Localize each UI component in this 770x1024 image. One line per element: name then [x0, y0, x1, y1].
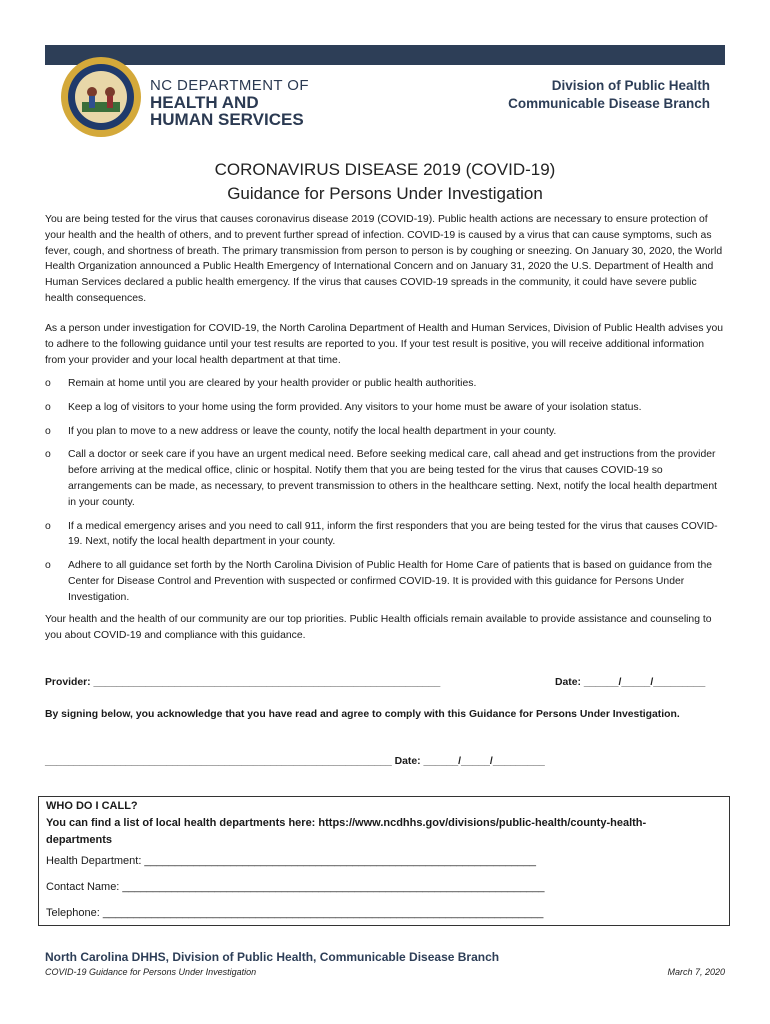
bullet-icon: o — [45, 560, 51, 572]
list-item-text: Keep a log of visitors to your home using the form provided. Any visitors to your home must be aware of your isolation status. — [68, 401, 642, 413]
dept-logo-text — [150, 78, 309, 128]
document-subtitle: Guidance for Persons Under Investigation — [227, 184, 543, 203]
bullet-icon: o — [45, 425, 51, 437]
footer-doc-title: COVID-19 Guidance for Persons Under Investigation — [45, 967, 257, 977]
bullet-icon: o — [45, 378, 51, 389]
box-heading: WHO DO I CALL? — [46, 800, 138, 812]
patient-signature-field[interactable]: ____________________________________________________________ Date: ______/_____/_________ — [45, 756, 545, 767]
who-do-i-call-box — [38, 796, 730, 926]
footer-date: March 7, 2020 — [667, 967, 725, 977]
division-header — [508, 77, 710, 113]
guidance-list — [45, 376, 725, 614]
health-dept-link-line[interactable]: You can find a list of local health departments here: https://www.ncdhhs.gov/divisions/public-health/county-health- — [46, 817, 647, 829]
provider-date-field[interactable]: Date: ______/_____/_________ — [555, 677, 706, 688]
bullet-icon: o — [45, 449, 51, 461]
list-item-text: Remain at home until you are cleared by your health provider or public health authorities. — [68, 378, 477, 389]
dept-line3: HUMAN SERVICES — [150, 110, 304, 129]
document-title: CORONAVIRUS DISEASE 2019 (COVID-19) — [214, 160, 556, 179]
bullet-icon: o — [45, 520, 51, 532]
list-item-text: Call a doctor or seek care if you have an urgent medical need. Before seeking medical care, call ahead and get instructions from the provider before arriving at the medical office, clinic or hospital. Notify them that you are being tested for the virus that causes COVID-19 so arrangements can be made, as necessary, to prevent transmission to others in the healthcare setting. Next, notify the local health department in your county. — [68, 449, 717, 508]
list-item — [45, 558, 725, 605]
bullet-icon: o — [45, 401, 51, 413]
telephone-field[interactable]: Telephone: ________________________________________________________________________ — [46, 907, 544, 919]
list-item — [45, 400, 725, 416]
list-item — [45, 519, 725, 551]
footer-org: North Carolina DHHS, Division of Public Health, Communicable Disease Branch — [45, 950, 500, 964]
dept-line1: NC DEPARTMENT OF — [150, 77, 309, 94]
intro-paragraph: You are being tested for the virus that causes coronavirus disease 2019 (COVID-19). Public health actions are necessary to ensure protection of your health and the health of others, and to prevent further spread of infection. COVID-19 is caused by a virus that can cause symptoms, such as fever, cough, and shortness of breath. The primary transmission from person to person is by coughing or sneezing. On January 30, 2020, the World Health Organization announced a Public Health Emergency of International Concern and on January 31, 2020 the U.S. Department of Health and Human Services declared a public health emergency. If the virus that causes COVID-19 spreads in the community, it could have severe public health consequences. — [45, 214, 723, 304]
branch-name: Communicable Disease Branch — [508, 96, 710, 111]
guidance-paragraph: As a person under investigation for COVID-19, the North Carolina Department of Health and Human Services, Division of Public Health advises you to adhere to the following guidance until your test results are reported to you. If your test result is positive, you will receive additional information from your provider and your local health department at that time. — [45, 323, 724, 366]
health-department-field[interactable]: Health Department: ________________________________________________________________ — [46, 855, 536, 867]
closing-paragraph: Your health and the health of our community are our top priorities. Public Health officials remain available to provide assistance and counseling to you about COVID-19 and compliance with this guidance. — [45, 614, 712, 641]
nc-seal-logo — [60, 56, 142, 138]
health-dept-link-line-cont[interactable]: departments — [46, 834, 113, 846]
list-item — [45, 424, 725, 440]
provider-signature-field[interactable]: Provider: ____________________________________________________________ — [45, 677, 441, 688]
contact-name-field[interactable]: Contact Name: _____________________________________________________________________ — [46, 881, 545, 893]
dept-line2: HEALTH AND — [150, 93, 259, 112]
acknowledgement-text: By signing below, you acknowledge that you have read and agree to comply with this Guidance for Persons Under Investigation. — [45, 709, 680, 720]
division-name: Division of Public Health — [551, 78, 710, 93]
header-bar — [45, 45, 725, 65]
list-item-text: If you plan to move to a new address or leave the county, notify the local health department in your county. — [68, 425, 557, 437]
list-item-text: Adhere to all guidance set forth by the North Carolina Division of Public Health for Home Care of patients that is based on guidance from the Center for Disease Control and Prevention with suspected or confirmed COVID-19. It is provided with this guidance for Persons Under Investigation. — [68, 560, 712, 603]
list-item — [45, 447, 725, 510]
list-item-text: If a medical emergency arises and you need to call 911, inform the first responders that you are being tested for the virus that causes COVID-19. Next, notify the local health department in your county. — [68, 520, 718, 548]
list-item — [45, 376, 725, 392]
